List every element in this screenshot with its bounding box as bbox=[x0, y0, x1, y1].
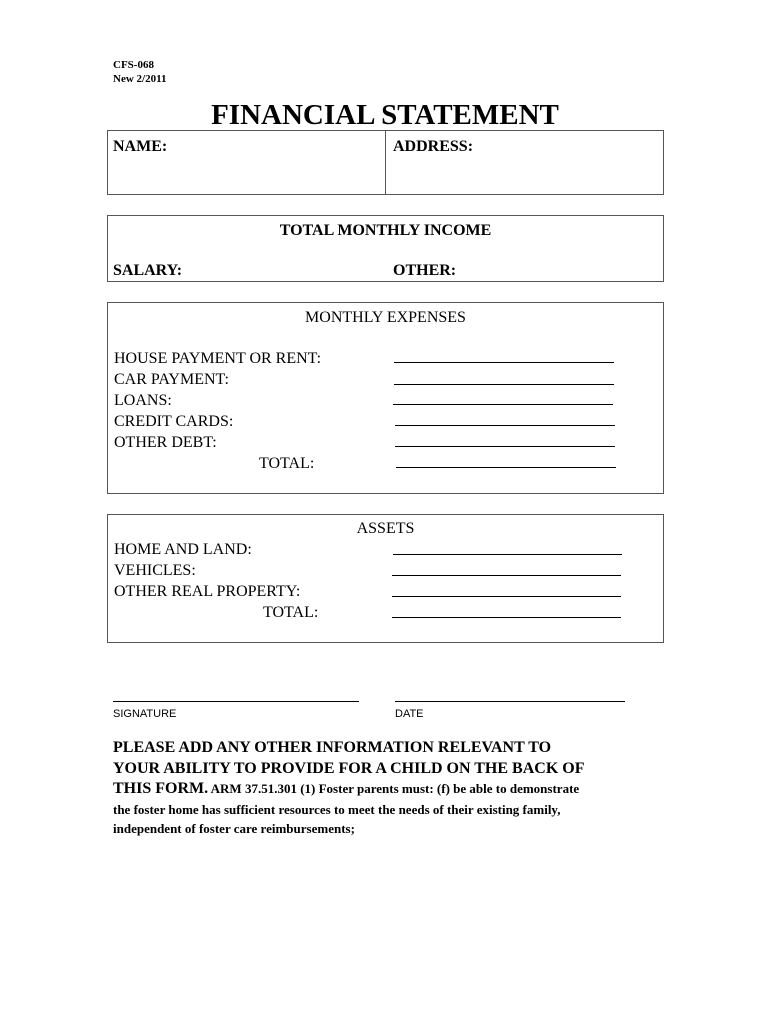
assets-box bbox=[107, 514, 664, 643]
signature-line[interactable] bbox=[113, 701, 359, 702]
note-line-2: YOUR ABILITY TO PROVIDE FOR A CHILD ON THE BACK OF bbox=[113, 760, 585, 777]
note-line-3-rule: ARM 37.51.301 (1) Foster parents must: (f) be able to demonstrate bbox=[208, 781, 580, 796]
note-line-3 bbox=[113, 778, 683, 799]
asset-label-home: HOME AND LAND: bbox=[114, 541, 252, 558]
expense-line-house[interactable] bbox=[394, 362, 614, 363]
other-income-label: OTHER: bbox=[393, 262, 457, 279]
address-label: ADDRESS: bbox=[393, 138, 474, 155]
salary-field[interactable] bbox=[198, 258, 378, 280]
expense-label-other-debt: OTHER DEBT: bbox=[114, 434, 217, 451]
signature-label: SIGNATURE bbox=[113, 708, 177, 720]
identity-divider bbox=[385, 131, 386, 194]
asset-total-label: TOTAL: bbox=[263, 604, 319, 621]
note-line-1: PLEASE ADD ANY OTHER INFORMATION RELEVANT TO bbox=[113, 739, 552, 756]
note-line-3-lead: THIS FORM. bbox=[113, 780, 209, 797]
expense-line-loans[interactable] bbox=[393, 404, 613, 405]
form-code: CFS-068 bbox=[113, 59, 154, 71]
expense-label-car: CAR PAYMENT: bbox=[114, 371, 229, 388]
asset-line-home[interactable] bbox=[393, 554, 622, 555]
expense-label-loans: LOANS: bbox=[114, 392, 172, 409]
income-heading: TOTAL MONTHLY INCOME bbox=[279, 222, 492, 239]
name-label: NAME: bbox=[113, 138, 168, 155]
identity-box bbox=[107, 130, 664, 195]
page-title: FINANCIAL STATEMENT bbox=[211, 99, 559, 131]
note-line-4: the foster home has sufficient resources to meet the needs of their existing family, bbox=[113, 802, 561, 817]
other-income-field[interactable] bbox=[468, 258, 658, 280]
asset-label-vehicles: VEHICLES: bbox=[114, 562, 196, 579]
expense-total-label: TOTAL: bbox=[259, 455, 315, 472]
asset-line-vehicles[interactable] bbox=[392, 575, 621, 576]
asset-line-total[interactable] bbox=[392, 617, 621, 618]
address-field[interactable] bbox=[391, 159, 659, 191]
assets-heading: ASSETS bbox=[356, 520, 415, 537]
expense-line-car[interactable] bbox=[394, 384, 614, 385]
expenses-box bbox=[107, 302, 664, 494]
note-line-5: independent of foster care reimbursements; bbox=[113, 821, 355, 836]
expense-line-credit-cards[interactable] bbox=[395, 425, 615, 426]
expense-line-total[interactable] bbox=[396, 467, 616, 468]
expense-label-house: HOUSE PAYMENT OR RENT: bbox=[114, 350, 322, 367]
name-field[interactable] bbox=[113, 159, 381, 191]
form-revision: New 2/2011 bbox=[113, 73, 167, 85]
asset-line-real-property[interactable] bbox=[392, 596, 621, 597]
date-line[interactable] bbox=[395, 701, 625, 702]
asset-label-real-property: OTHER REAL PROPERTY: bbox=[114, 583, 301, 600]
expenses-heading: MONTHLY EXPENSES bbox=[305, 309, 466, 326]
salary-label: SALARY: bbox=[113, 262, 183, 279]
expense-label-credit-cards: CREDIT CARDS: bbox=[114, 413, 234, 430]
expense-line-other-debt[interactable] bbox=[395, 446, 615, 447]
income-box bbox=[107, 215, 664, 282]
date-label: DATE bbox=[395, 708, 424, 720]
